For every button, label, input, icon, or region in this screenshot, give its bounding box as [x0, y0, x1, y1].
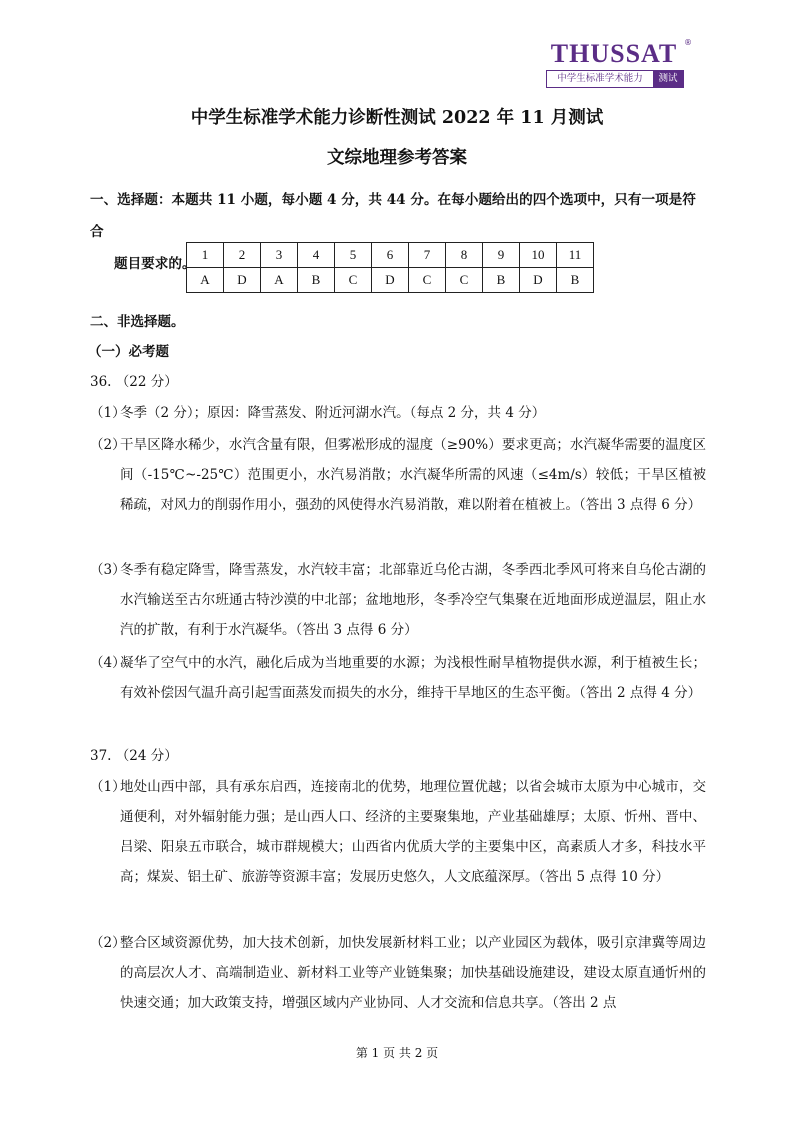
- answer-cell: B: [298, 268, 335, 293]
- thussat-logo: [542, 38, 692, 88]
- logo-tagline: 中学生标准学术能力: [557, 73, 643, 84]
- question-number-cell: 7: [409, 243, 446, 268]
- question-37-header: 37. （24 分）: [90, 748, 178, 764]
- question-36-header: 36. （22 分）: [90, 374, 178, 390]
- answer-cell: A: [261, 268, 298, 293]
- item-label: （1）: [90, 779, 126, 795]
- item-label: （3）: [90, 562, 126, 578]
- q36-item-4: [90, 648, 706, 708]
- question-number-cell: 3: [261, 243, 298, 268]
- document-subtitle: 文综地理参考答案: [327, 148, 467, 168]
- q37-item-1: [90, 772, 706, 892]
- question-number-cell: 9: [483, 243, 520, 268]
- question-number-cell: 2: [224, 243, 261, 268]
- answer-cell: B: [483, 268, 520, 293]
- answer-cell: C: [446, 268, 483, 293]
- item-text: 凝华了空气中的水汽，融化后成为当地重要的水源；为浅根性耐旱植物提供水源，利于植被生长；有效补偿因气温升高引起雪面蒸发而损失的水分，维持干旱地区的生态平衡。（答出 2 点得 4 分）: [120, 655, 706, 701]
- answer-table: [186, 242, 594, 293]
- question-number-cell: 5: [335, 243, 372, 268]
- answer-cell: D: [224, 268, 261, 293]
- section2-heading: 二、非选择题。: [90, 314, 185, 330]
- question-number-cell: 1: [187, 243, 224, 268]
- document-title: 中学生标准学术能力诊断性测试 2022 年 11 月测试: [190, 108, 604, 128]
- question-number-cell: 8: [446, 243, 483, 268]
- item-text: 冬季（2 分）；原因：降雪蒸发、附近河湖水汽。（每点 2 分，共 4 分）: [120, 405, 546, 421]
- item-text: 地处山西中部，具有承东启西，连接南北的优势，地理位置优越；以省会城市太原为中心城市，交通便利，对外辐射能力强；是山西人口、经济的主要聚集地，产业基础雄厚；太原、忻州、晋中、吕梁、阳泉五市联合，城市群规模大；山西省内优质大学的主要集中区，高素质人才多，科技水平高；煤炭、铝土矿、旅游等资源丰富；发展历史悠久，人文底蕴深厚。（答出 5 点得 10 分）: [120, 779, 706, 885]
- logo-tagline-bar: [546, 70, 684, 88]
- answer-cell: C: [409, 268, 446, 293]
- q36-item-2: [90, 430, 706, 520]
- q37-item-2: [90, 928, 706, 1018]
- answer-cell: A: [187, 268, 224, 293]
- answer-table-numbers-row: [187, 243, 594, 268]
- answer-cell: C: [335, 268, 372, 293]
- required-questions-heading: （一）必考题: [88, 344, 169, 360]
- question-number-cell: 11: [557, 243, 594, 268]
- section1-line1: 一、选择题：本题共 11 小题，每小题 4 分，共 44 分。在每小题给出的四个选项中，只有一项是符合: [90, 192, 696, 240]
- page-footer: 第 1 页 共 2 页: [355, 1046, 439, 1060]
- answer-cell: D: [520, 268, 557, 293]
- logo-wordmark: THUSSAT: [550, 39, 678, 68]
- item-label: （4）: [90, 655, 126, 671]
- answer-cell: B: [557, 268, 594, 293]
- section1-line2: 题目要求的。: [114, 256, 196, 272]
- item-label: （2）: [90, 935, 126, 951]
- question-number-cell: 10: [520, 243, 557, 268]
- item-text: 冬季有稳定降雪，降雪蒸发，水汽较丰富；北部靠近乌伦古湖，冬季西北季风可将来自乌伦古湖的水汽输送至古尔班通古特沙漠的中北部；盆地地形，冬季冷空气集聚在近地面形成逆温层，阻止水汽的扩散，有利于水汽凝华。（答出 3 点得 6 分）: [120, 562, 706, 638]
- item-label: （2）: [90, 437, 126, 453]
- question-number-cell: 6: [372, 243, 409, 268]
- question-number-cell: 4: [298, 243, 335, 268]
- item-label: （1）: [90, 405, 126, 421]
- answer-table-answers-row: [187, 268, 594, 293]
- item-text: 整合区域资源优势，加大技术创新，加快发展新材料工业；以产业园区为载体，吸引京津冀等周边的高层次人才、高端制造业、新材料工业等产业链集聚；加快基础设施建设，建设太原直通忻州的快速交通；加大政策支持，增强区域内产业协同、人才交流和信息共享。（答出 2 点: [120, 935, 706, 1011]
- q36-item-1: [90, 398, 706, 428]
- logo-tag-box: 测试: [653, 71, 683, 87]
- item-text: 干旱区降水稀少，水汽含量有限，但雾凇形成的湿度（≥90%）要求更高；水汽凝华需要的温度区间（-15℃~-25℃）范围更小，水汽易消散；水汽凝华所需的风速（≤4m/s）较低；干旱区植被稀疏，对风力的削弱作用小，强劲的风使得水汽易消散，难以附着在植被上。（答出 3 点得 6 分）: [120, 437, 706, 513]
- q36-item-3: [90, 555, 706, 645]
- registered-mark: ®: [684, 38, 692, 47]
- answer-cell: D: [372, 268, 409, 293]
